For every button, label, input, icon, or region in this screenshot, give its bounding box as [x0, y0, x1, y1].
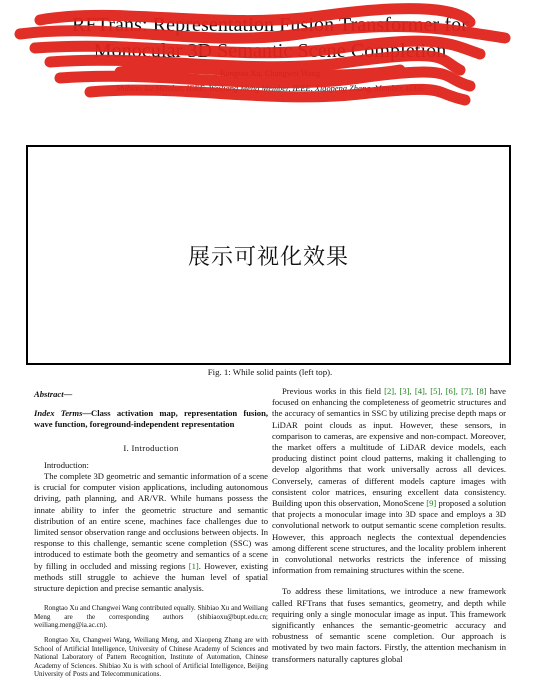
right-column [272, 386, 506, 665]
rftrans-paragraph: To address these limitations, we introduce a new framework called RFTrans that fuses semantics, geometry, and depth while requiring only a single monocular image as input. This framework significantly enhances the semantic-geometric accuracy and robustness of semantic scene completion. Our approach is motivated by two main factors. Firstly, the attention mechanism in transformers naturally captures global [272, 586, 506, 664]
intro-paragraph: The complete 3D geometric and semantic information of a scene is crucial for computer vision applications, including autonomous driving, path planning, and AR/VR. While humans possess the innate ability to infer the geometric structure and semantic distribution of an entire scene, machines face challenges due to limited sensor observation range and occlusions between objects. In response to this challenge, semantic scene completion (SSC) was introduced to estimate both the geometry and semantics of a scene by filling in occluded and missing regions [1]. However, existing methods still struggle to achieve the human level of spatial structure depiction and precise semantic analysis. [34, 471, 268, 594]
author-line-2: Shibiao Xu Member, IEEE, Weiliang Meng Member, IEEE, Xiaopeng Zhang, Member, IEEE [116, 84, 424, 93]
paper-header [0, 12, 540, 94]
left-column [34, 386, 268, 679]
section-heading: I. Introduction [123, 442, 179, 453]
figure-placeholder-text: 展示可视化效果 [187, 244, 349, 270]
previous-works-paragraph: Previous works in this field [2], [3], [4], [5], [6], [7], [8] have focused on enhancing the completeness of geometric structures and the accuracy of semantics in SSC by utilizing precise depth maps or LiDAR point clouds as input. However, these sensors, in comparison to cameras, are expensive and non-compact. Moreover, the market offers a multitude of LiDAR device models, each producing distinct point cloud patterns, making it challenging to develop algorithms that work universally across all devices. Conversely, cameras of different models capture images with consistent color matrices, ensuring excellent data consistency. Building upon this observation, MonoScene [9] proposed a solution that projects a monocular image into 3D space and employs a 3D convolutional network to output semantic scene completion results. However, this approach neglects the contextual dependencies among different scene structures, and the locality problem inherent in convolutional networks restricts the inference of missing information from remaining structures within the scene. [272, 386, 506, 576]
paper-title-line-1: RFTrans: Representation Fusion Transformer for [71, 14, 469, 36]
index-terms: Index Terms—Class activation map, representation fusion, wave function, foreground-independent representation [34, 408, 269, 430]
figure-placeholder [26, 145, 511, 365]
citation-links[interactable]: [2], [3], [4], [5], [6], [7], [8] [384, 386, 487, 396]
abstract: Abstract— [34, 389, 73, 399]
figure-caption: Fig. 1: While solid paints (left top). [207, 367, 333, 377]
footnote-contribution: Rongtao Xu and Changwei Wang contributed equally. Shibiao Xu and Weiliang Meng are the corresponding authors (shibiaoxu@bupt.edu.cn; weiliang.meng@ia.ac.cn). [34, 604, 268, 630]
citation-link-monoscene[interactable]: [9] [426, 498, 437, 509]
citation-link[interactable]: [1] [188, 560, 199, 571]
paper-title-line-2: Monocular 3D Semantic Scene Completion [93, 40, 447, 62]
footnote-affiliation: Rongtao Xu, Changwei Wang, Weiliang Meng, and Xiaopeng Zhang are with School of Artificial Intelligence, University of Chinese Academy of Sciences and National Laboratory of Pattern Recognition, Institute of Automation, Chinese Academy of Sciences. Shibiao Xu is with school of Artificial Intelligence, Beijing University of Posts and Telecommunications. [34, 636, 268, 679]
intro-label: Introduction: [44, 459, 89, 470]
author-line-1: Rongtao Xu, Changwei Wang [219, 69, 321, 78]
